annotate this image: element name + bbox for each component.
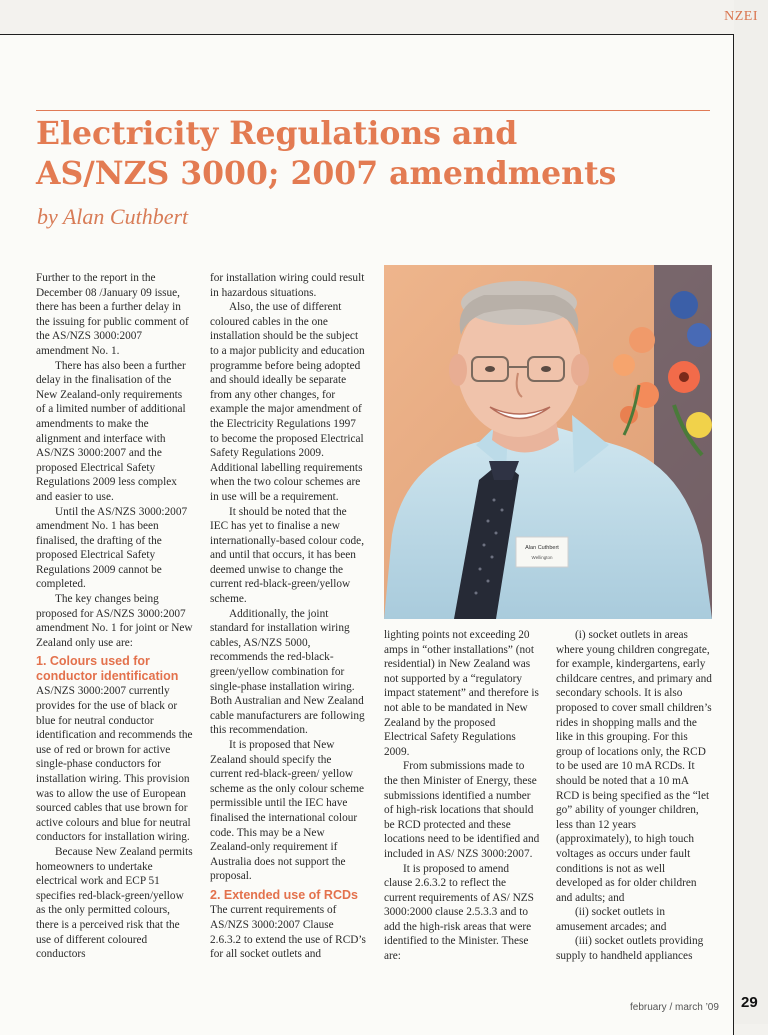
paragraph: From submissions made to the then Minister of Energy, these submissions identified a number of high-risk locations that should be RCD protected and these locations need to be identified and included in AS/ NZS 3000:2007. — [384, 760, 540, 860]
text-column-1 — [36, 271, 194, 962]
paragraph: It is proposed to amend clause 2.6.3.2 to reflect the current requirements of AS/ NZS 3000:2000 clause 2.5.3.3 and to add the high-risk areas that were identified to the Minister. These are: — [384, 862, 534, 963]
paragraph: It should be noted that the IEC has yet to finalise a new internationally-based colour code, and until that occurs, it has been deemed unwise to change the current red-black-green/yellow scheme. — [210, 505, 365, 606]
author-photo — [384, 265, 712, 619]
publication-tag: NZEI — [724, 9, 758, 24]
page-edge — [734, 0, 768, 1024]
text-column-2 — [210, 271, 366, 962]
paragraph: (iii) socket outlets providing supply to handheld appliances — [556, 935, 704, 963]
paragraph: The current requirements of AS/NZS 3000:2007 Clause 2.6.3.2 to extend the use of RCD’s for all socket outlets and — [210, 904, 366, 961]
paragraph: for installation wiring could result in hazardous situations. — [210, 272, 365, 299]
paragraph: There has also been a further delay in the finalisation of the New Zealand-only requirements of a limited number of additional amendments to make the alignment and interface with AS/NZS 3000:2007 and the proposed Electrical Safety Regulations 2009 less complex and easier to use. — [36, 359, 186, 503]
text-column-3 — [384, 628, 540, 964]
paragraph: The key changes being proposed for AS/NZS 3000:2007 amendment No. 1 for joint or New Zealand only use are: — [36, 593, 193, 649]
byline: by Alan Cuthbert — [37, 204, 189, 229]
paragraph: lighting points not exceeding 20 amps in “other installations” (not residential) in New Zealand was not supported by a “regulatory impact statement” and therefore is not able to be mandated in New Zealand by the proposed Electrical Safety Regulations 2009. — [384, 629, 539, 758]
title-rule — [36, 110, 710, 111]
paragraph: Further to the report in the December 08 /January 09 issue, there has been a further delay in the issuing for public comment of the AS/NZS 3000:2007 amendment No. 1. — [36, 272, 189, 357]
page-number: 29 — [741, 994, 758, 1011]
issue-date: february / march ’09 — [630, 1002, 719, 1013]
badge-place: Wellington — [531, 555, 553, 560]
paragraph: (ii) socket outlets in amusement arcades; and — [556, 906, 667, 933]
title-line-1: Electricity Regulations and — [36, 115, 518, 152]
text-column-4 — [556, 628, 712, 964]
paragraph: Until the AS/NZS 3000:2007 amendment No. 1 has been finalised, the drafting of the proposed Electrical Safety Regulations 2009 cannot be completed. — [36, 505, 188, 591]
paragraph: Because New Zealand permits homeowners to undertake electrical work and ECP 51 specifies red-black-green/yellow as the only permitted colours, there is a perceived risk that the use of different coloured conductors — [36, 845, 193, 961]
paragraph: It is proposed that New Zealand should specify the current red-black-green/ yellow scheme as the only colour scheme permissible until the IEC have finalised the international colour code. This may be a New Zealand-only requirement if Australia does not support the proposal. — [210, 739, 365, 883]
section-heading-rcds: 2. Extended use of RCDs — [210, 887, 358, 902]
paragraph: Additionally, the joint standard for installation wiring cables, AS/NZS 5000, recommends the red-black-green/yellow combination for single-phase installation wiring. Both Australian and New Zealand cable manufacturers are following this recommendation. — [210, 607, 365, 737]
section-heading-colours: 1. Colours used for conductor identification — [36, 654, 179, 683]
paragraph: (i) socket outlets in areas where young children congregate, for example, kindergartens, early childcare centres, and primary and secondary schools. It is also proposed to cover small children’s rides in shopping malls and the like in this grouping. For this group of locations only, the RCD to be used are 10 mA RCDs. It should be noted that a 10 mA RCD is being specified as the “let go” ability of younger children, less than 12 years (approximately), to high touch voltages as occurs under fault conditions is not as well developed as for older children and adults; and — [556, 629, 712, 904]
article-title — [36, 114, 726, 194]
paragraph: Also, the use of different coloured cables in the one installation should be the subject to a major publicity and education programme before being adopted and should ideally be separate from any other changes, for example the major amendment of the Electricity Regulations 1997 to become the proposed Electrical Safety Regulations 2009. Additional labelling requirements when the two colour schemes are in use will be a requirement. — [210, 301, 365, 503]
title-line-2: AS/NZS 3000; 2007 amendments — [36, 155, 617, 192]
paragraph: AS/NZS 3000:2007 currently provides for the use of black or blue for neutral conductor identification and recommends the use of red or brown for active single-phase conductors for installation wiring. This provision was to allow the use of European sourced cables that use brown for active colours and blue for neutral conductors for installation wiring. — [36, 685, 193, 844]
badge-name: Alan Cuthbert — [525, 545, 559, 551]
